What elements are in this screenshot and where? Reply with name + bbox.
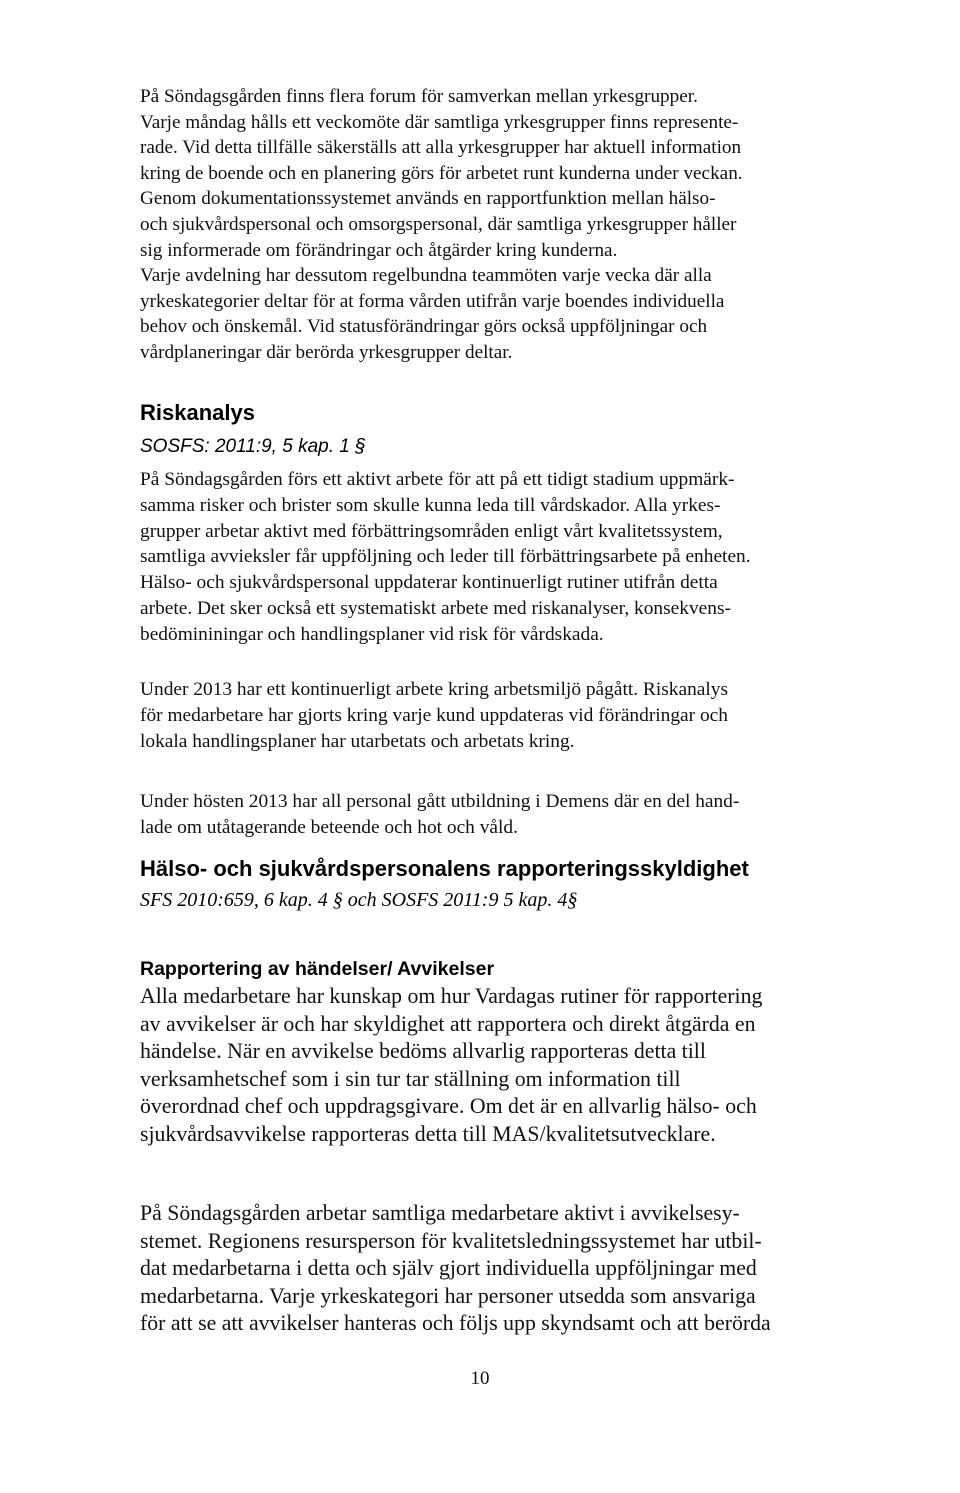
text-line: Under 2013 har ett kontinuerligt arbete kring arbetsmiljö pågått. Riskanalys	[140, 679, 729, 700]
text-line: lokala handlingsplaner har utarbetats och arbetats kring.	[140, 730, 575, 752]
text-line: Under hösten 2013 har all personal gått utbildning i Demens där en del hand-	[140, 791, 740, 812]
text-line: händelse. När en avvikelse bedöms allvarlig rapporteras detta till	[140, 1039, 706, 1063]
section-heading-riskanalys: Riskanalys	[140, 400, 255, 425]
text-line: sjukvårdsavvikelse rapporteras detta till MAS/kvalitetsutvecklare.	[140, 1121, 716, 1146]
text-line: Varje avdelning har dessutom regelbundna teammöten varje vecka där alla	[140, 265, 712, 287]
text-line: och sjukvårdspersonal och omsorgspersonal, där samtliga yrkesgrupper håller	[140, 213, 737, 235]
text-line: yrkeskategorier deltar för at forma vården utifrån varje boendes individuella	[140, 290, 725, 312]
text-line: grupper arbetar aktivt med förbättringsområden enligt vårt kvalitetssystem,	[140, 520, 723, 542]
text-line: sig informerade om förändringar och åtgärder kring kunderna.	[140, 239, 618, 261]
text-line: överordnad chef och uppdragsgivare. Om det är en allvarlig hälso- och	[140, 1094, 757, 1118]
riskanalys-reference: SOSFS: 2011:9, 5 kap. 1 §	[140, 436, 366, 457]
text-line: medarbetarna. Varje yrkeskategori har personer utsedda som ansvariga	[140, 1283, 756, 1308]
rapportering-paragraph	[140, 983, 762, 1148]
text-line: På Söndagsgården förs ett aktivt arbete för att på ett tidigt stadium uppmärk-	[140, 469, 735, 490]
text-line: för att se att avvikelser hanteras och följs upp skyndsamt och att berörda	[140, 1311, 771, 1335]
text-line: På Söndagsgården finns flera forum för samverkan mellan yrkesgrupper.	[140, 86, 698, 107]
text-line: samtliga avvieksler får uppföljning och leder till förbättringsarbete på enheten.	[140, 546, 751, 568]
text-line: av avvikelser är och har skyldighet att rapportera och direkt åtgärda en	[140, 1011, 756, 1036]
text-line: Hälso- och sjukvårdspersonal uppdaterar kontinuerligt rutiner utifrån detta	[140, 572, 718, 594]
text-line: Alla medarbetare har kunskap om hur Vardagas rutiner för rapportering	[140, 984, 763, 1008]
text-line: kring de boende och en planering görs för arbetet runt kunderna under veckan.	[140, 162, 743, 184]
text-line: vårdplaneringar där berörda yrkesgrupper deltar.	[140, 341, 513, 363]
text-line: arbete. Det sker också ett systematiskt arbete med riskanalyser, konsekvens-	[140, 597, 731, 619]
text-line: bedömininingar och handlingsplaner vid risk för vårdskada.	[140, 623, 604, 645]
text-line: På Söndagsgården arbetar samtliga medarbetare aktivt i avvikelsesy-	[140, 1201, 740, 1225]
riskanalys-paragraph-3	[140, 789, 739, 841]
intro-paragraph	[140, 84, 743, 366]
text-line: Varje måndag hålls ett veckomöte där samtliga yrkesgrupper finns represente-	[140, 111, 739, 133]
rapporteringsskyldighet-reference: SFS 2010:659, 6 kap. 4 § och SOSFS 2011:9 5 kap. 4§	[140, 889, 578, 911]
section-heading-rapporteringsskyldighet: Hälso- och sjukvårdspersonalens rapporteringsskyldighet	[140, 856, 749, 881]
text-line: dat medarbetarna i detta och själv gjort individuella uppföljningar med	[140, 1256, 757, 1280]
riskanalys-paragraph-2	[140, 677, 728, 754]
text-line: för medarbetare har gjorts kring varje kund uppdateras vid förändringar och	[140, 704, 728, 726]
text-line: samma risker och brister som skulle kunna leda till vårdskador. Alla yrkes-	[140, 494, 721, 516]
subsection-heading-rapportering: Rapportering av händelser/ Avvikelser	[140, 958, 495, 980]
text-line: verksamhetschef som i sin tur tar ställning om information till	[140, 1066, 681, 1091]
text-line: stemet. Regionens resursperson för kvalitetsledningssystemet har utbil-	[140, 1228, 762, 1253]
rapportering-paragraph-2	[140, 1200, 771, 1338]
text-line: rade. Vid detta tillfälle säkerställs att alla yrkesgrupper har aktuell information	[140, 137, 742, 159]
text-line: Genom dokumentationssystemet används en rapportfunktion mellan hälso-	[140, 188, 716, 210]
text-line: behov och önskemål. Vid statusförändringar görs också uppföljningar och	[140, 316, 708, 338]
text-line: lade om utåtagerande beteende och hot och våld.	[140, 816, 518, 838]
riskanalys-paragraph	[140, 467, 751, 648]
page-number: 10	[470, 1368, 490, 1389]
